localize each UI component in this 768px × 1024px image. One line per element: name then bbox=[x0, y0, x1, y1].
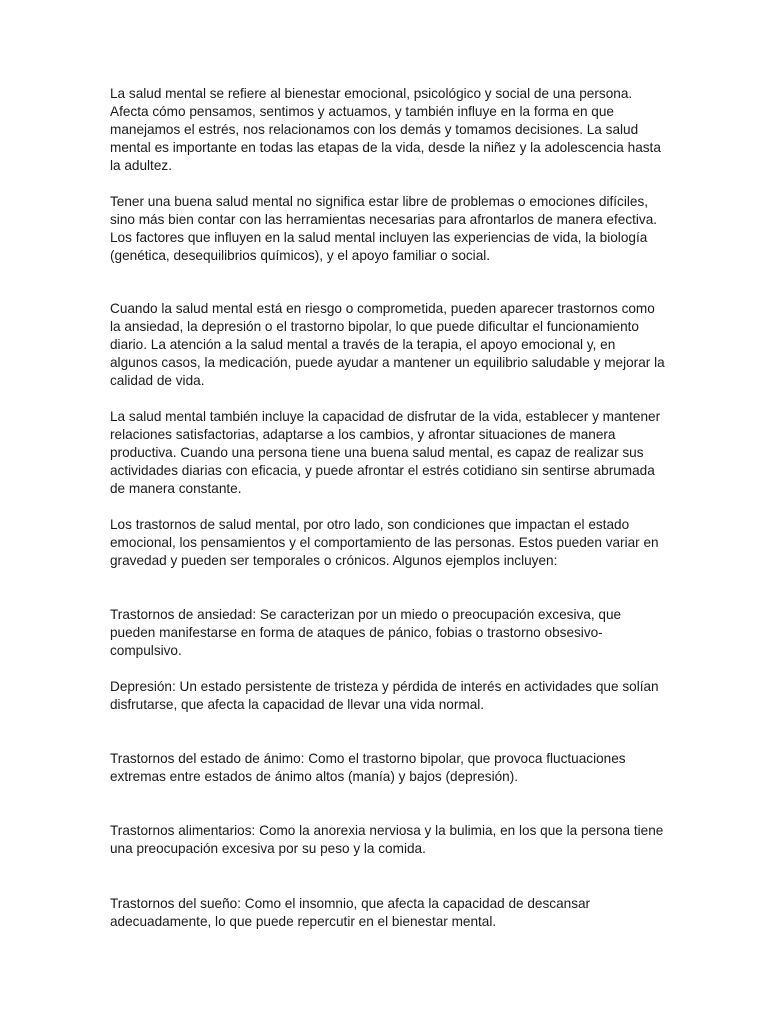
paragraph-capacity: La salud mental también incluye la capacidad de disfrutar de la vida, establecer y mantener relaciones satisfactorias, adaptarse a los cambios, y afrontar situaciones de manera productiva. Cuando una persona tiene una buena salud mental, es capaz de realizar sus actividades diarias con eficacia, y puede afrontar el estrés cotidiano sin sentirse abrumada de manera constante. bbox=[110, 409, 661, 496]
paragraph-mood-disorders: Trastornos del estado de ánimo: Como el trastorno bipolar, que provoca fluctuaciones extremas entre estados de ánimo altos (manía) y bajos (depresión). bbox=[110, 751, 626, 784]
paragraph-eating-disorders: Trastornos alimentarios: Como la anorexia nerviosa y la bulimia, en los que la persona tiene una preocupación excesiva por su peso y la comida. bbox=[110, 823, 664, 856]
paragraph-disorders-intro: Los trastornos de salud mental, por otro lado, son condiciones que impactan el estado emocional, los pensamientos y el comportamiento de las personas. Estos pueden variar en gravedad y pueden ser temporales o crónicos. Algunos ejemplos incluyen: bbox=[110, 517, 659, 568]
paragraph-intro: La salud mental se refiere al bienestar emocional, psicológico y social de una persona. Afecta cómo pensamos, sentimos y actuamos, y también influye en la forma en que manejamos el estrés, nos relacionamos con los demás y tomamos decisiones. La salud mental es importante en todas las etapas de la vida, desde la niñez y la adolescencia hasta la adultez. bbox=[110, 86, 661, 173]
paragraph-sleep-disorders: Trastornos del sueño: Como el insomnio, que afecta la capacidad de descansar adecuadamente, lo que puede repercutir en el bienestar mental. bbox=[110, 896, 591, 929]
paragraph-risk: Cuando la salud mental está en riesgo o comprometida, pueden aparecer trastornos como la ansiedad, la depresión o el trastorno bipolar, lo que puede dificultar el funcionamiento diario. La atención a la salud mental a través de la terapia, el apoyo emocional y, en algunos casos, la medicación, puede ayudar a mantener un equilibrio saludable y mejorar la calidad de vida. bbox=[110, 301, 665, 388]
paragraph-depression: Depresión: Un estado persistente de tristeza y pérdida de interés en actividades que solían disfrutarse, que afecta la capacidad de llevar una vida normal. bbox=[110, 679, 659, 712]
paragraph-anxiety-disorders: Trastornos de ansiedad: Se caracterizan por un miedo o preocupación excesiva, que pueden manifestarse en forma de ataques de pánico, fobias o trastorno obsesivo-compulsivo. bbox=[110, 607, 622, 658]
paragraph-good-mental-health: Tener una buena salud mental no significa estar libre de problemas o emociones difíciles, sino más bien contar con las herramientas necesarias para afrontarlos de manera efectiva. Los factores que influyen en la salud mental incluyen las experiencias de vida, la biología (genética, desequilibrios químicos), y el apoyo familiar o social. bbox=[110, 194, 658, 263]
